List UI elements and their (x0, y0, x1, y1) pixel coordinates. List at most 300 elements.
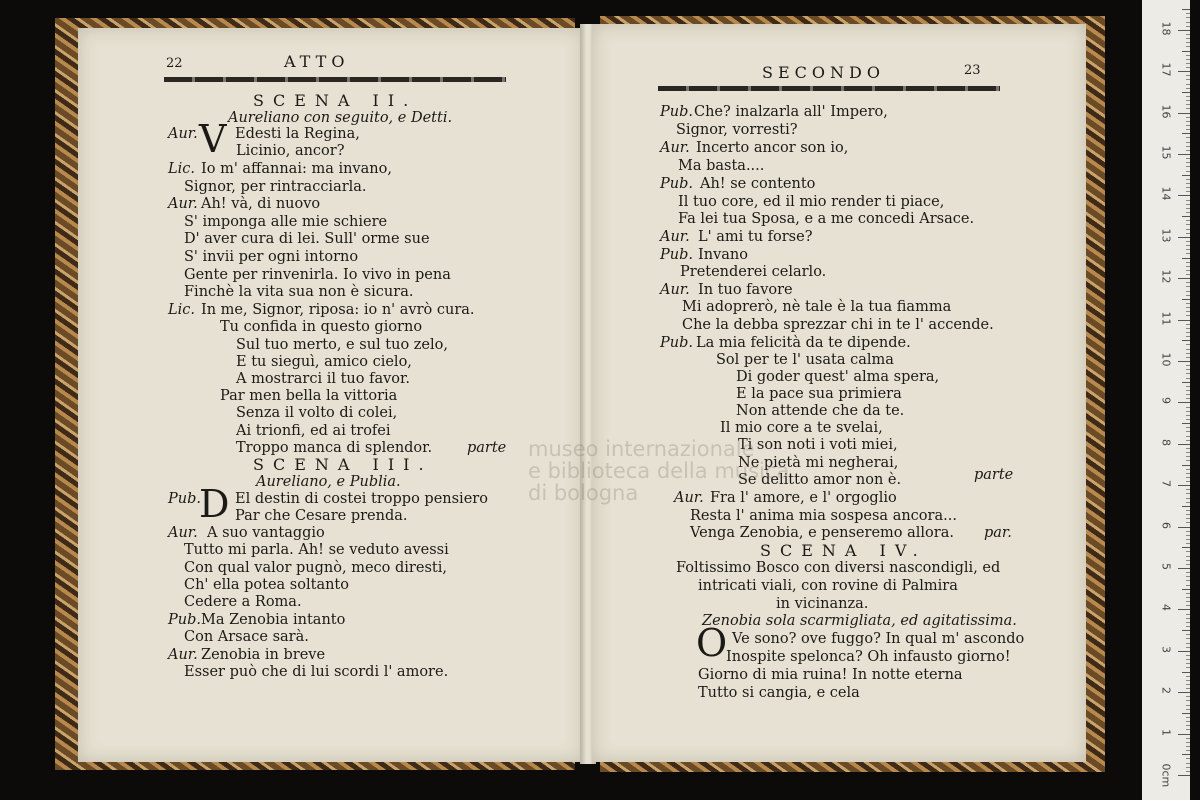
text-line: Tutto si cangia, e cela (698, 685, 860, 701)
text-line: Che la debba sprezzar chi in te l' accende. (682, 317, 994, 333)
text-line: La mia felicità da te dipende. (696, 335, 911, 351)
text-line: Che? inalzarla all' Impero, (694, 104, 888, 120)
ruler-tick (1186, 618, 1190, 619)
text-line: Signor, per rintracciarla. (184, 179, 367, 195)
italic-line: Pub. (660, 176, 693, 192)
ruler-tick (1186, 684, 1190, 685)
text-line: Gente per rinvenirla. Io vivo in pena (184, 267, 451, 283)
text-line: El destin di costei troppo pensiero (235, 491, 488, 507)
ruler-number: 7 (1159, 480, 1173, 488)
left-header-rule (164, 77, 506, 82)
ruler-tick (1186, 55, 1190, 56)
ruler-tick (1186, 266, 1190, 267)
ruler-tick (1186, 179, 1190, 180)
italic-line: Pub. (660, 104, 693, 120)
ruler-tick (1186, 349, 1190, 350)
ruler-tick (1186, 344, 1190, 345)
text-line: Con qual valor pugnò, meco diresti, (184, 560, 447, 576)
ruler-tick (1186, 22, 1190, 23)
ruler-tick (1186, 137, 1190, 138)
ruler-tick (1186, 42, 1190, 43)
text-line: S' invii per ogni intorno (184, 249, 359, 265)
ruler-tick (1186, 204, 1190, 205)
text-line: Giorno di mia ruina! In notte eterna (698, 667, 963, 683)
ruler-tick (1178, 71, 1190, 72)
ruler-tick (1186, 365, 1190, 366)
text-line: Ne pietà mi negherai, (738, 455, 899, 471)
ruler-tick (1186, 117, 1190, 118)
ruler-tick (1186, 63, 1190, 64)
text-line: Fra l' amore, e l' orgoglio (710, 490, 897, 506)
text-line: Ah! và, di nuovo (201, 196, 321, 212)
drop-cap: V (199, 117, 227, 161)
ruler-tick (1186, 477, 1190, 478)
right-running-header: SECONDO (762, 63, 885, 82)
ruler-tick (1186, 626, 1190, 627)
scene-heading: SCENA II. (253, 91, 418, 110)
text-line: Ti son noti i voti miei, (738, 437, 898, 453)
ruler-tick (1186, 746, 1190, 747)
ruler-tick (1186, 729, 1190, 730)
text-line: Troppo manca di splendor. (236, 440, 433, 456)
ruler-number: 11 (1159, 311, 1173, 326)
ruler-tick (1182, 299, 1190, 300)
ruler-tick (1186, 502, 1190, 503)
ruler-tick (1186, 489, 1190, 490)
text-line: Signor, vorresti? (676, 122, 798, 138)
ruler-tick (1186, 390, 1190, 391)
ruler-tick (1186, 725, 1190, 726)
ruler-tick (1186, 245, 1190, 246)
right-header-rule (658, 86, 1000, 91)
ruler-tick (1182, 506, 1190, 507)
text-line: Par men bella la vittoria (220, 388, 398, 404)
ruler-tick (1186, 556, 1190, 557)
ruler-tick (1186, 601, 1190, 602)
ruler-number: 6 (1159, 521, 1173, 529)
text-line: Tutto mi parla. Ah! se veduto avessi (184, 542, 449, 558)
ruler-tick (1186, 295, 1190, 296)
ruler-tick (1178, 609, 1190, 610)
ruler-tick (1186, 171, 1190, 172)
ruler-tick (1186, 456, 1190, 457)
ruler-number: 3 (1159, 645, 1173, 653)
ruler-tick (1186, 369, 1190, 370)
ruler-tick (1178, 402, 1190, 403)
italic-line: parte (974, 467, 1014, 483)
ruler-tick (1182, 133, 1190, 134)
ruler-tick (1178, 734, 1190, 735)
ruler-tick (1186, 13, 1190, 14)
text-line: Non attende che da te. (736, 403, 905, 419)
ruler-tick (1186, 96, 1190, 97)
text-line: Ah! se contento (700, 176, 816, 192)
ruler-tick (1178, 444, 1190, 445)
ruler-tick (1182, 92, 1190, 93)
ruler-tick (1186, 572, 1190, 573)
ruler-tick (1186, 108, 1190, 109)
text-line: Sul tuo merto, e sul tuo zelo, (236, 337, 448, 353)
text-line: S' imponga alle mie schiere (184, 214, 388, 230)
ruler-tick (1186, 307, 1190, 308)
text-line: Esser può che di lui scordi l' amore. (184, 664, 449, 680)
left-page-number: 22 (166, 56, 183, 71)
ruler-tick (1182, 754, 1190, 755)
ruler-tick (1186, 200, 1190, 201)
ruler-tick (1186, 767, 1190, 768)
italic-line: Aureliano con seguito, e Detti. (228, 110, 453, 126)
text-line: E tu sieguì, amico cielo, (236, 354, 412, 370)
ruler-tick (1182, 713, 1190, 714)
text-line: Cedere a Roma. (184, 594, 302, 610)
ruler-tick (1182, 423, 1190, 424)
ruler-tick (1186, 634, 1190, 635)
ruler-tick (1186, 709, 1190, 710)
ruler-tick (1186, 229, 1190, 230)
ruler-tick (1182, 51, 1190, 52)
italic-line: Lic. (168, 302, 195, 318)
ruler-tick (1186, 286, 1190, 287)
ruler-tick (1178, 527, 1190, 528)
ruler-tick (1186, 448, 1190, 449)
ruler-number: 18 (1159, 21, 1173, 36)
italic-line: Aur. (168, 525, 198, 541)
text-line: Tu confida in questo giorno (220, 319, 423, 335)
ruler-tick (1186, 510, 1190, 511)
ruler-tick (1186, 473, 1190, 474)
italic-line: par. (984, 525, 1012, 541)
ruler-number: 10 (1159, 352, 1173, 367)
ruler-tick (1186, 220, 1190, 221)
text-line: Ve sono? ove fuggo? In qual m' ascondo (732, 631, 1025, 647)
ruler-tick (1186, 88, 1190, 89)
ruler-tick (1186, 436, 1190, 437)
text-line: intricati viali, con rovine di Palmira (698, 578, 958, 594)
watermark-line: museo internazionale (528, 437, 755, 461)
measuring-ruler (1142, 0, 1190, 800)
italic-line: Aur. (168, 196, 198, 212)
ruler-tick (1182, 175, 1190, 176)
left-page (78, 28, 584, 762)
ruler-tick (1186, 518, 1190, 519)
ruler-tick (1186, 705, 1190, 706)
ruler-tick (1186, 67, 1190, 68)
ruler-number: 0cm (1159, 763, 1173, 788)
ruler-tick (1182, 630, 1190, 631)
text-line: Ma basta.... (678, 158, 765, 174)
ruler-tick (1186, 183, 1190, 184)
ruler-tick (1186, 324, 1190, 325)
text-line: Pretenderei celarlo. (680, 264, 827, 280)
ruler-tick (1186, 357, 1190, 358)
ruler-tick (1186, 655, 1190, 656)
ruler-tick (1186, 158, 1190, 159)
italic-line: Aur. (660, 140, 690, 156)
text-line: Inospite spelonca? Oh infausto giorno! (726, 649, 1011, 665)
ruler-tick (1186, 771, 1190, 772)
text-line: A suo vantaggio (207, 525, 325, 541)
ruler-tick (1186, 150, 1190, 151)
italic-line: Pub. (660, 247, 693, 263)
ruler-tick (1186, 332, 1190, 333)
ruler-tick (1178, 692, 1190, 693)
ruler-tick (1186, 676, 1190, 677)
ruler-number: 9 (1159, 397, 1173, 405)
ruler-tick (1186, 270, 1190, 271)
ruler-number: 16 (1159, 104, 1173, 119)
ruler-tick (1186, 17, 1190, 18)
ruler-tick (1186, 721, 1190, 722)
ruler-tick (1186, 427, 1190, 428)
ruler-tick (1186, 717, 1190, 718)
ruler-tick (1182, 589, 1190, 590)
italic-line: Aur. (168, 647, 198, 663)
ruler-tick (1182, 258, 1190, 259)
ruler-tick (1186, 166, 1190, 167)
ruler-tick (1186, 241, 1190, 242)
ruler-tick (1178, 195, 1190, 196)
ruler-tick (1186, 643, 1190, 644)
ruler-tick (1178, 113, 1190, 114)
left-running-header: ATTO (284, 52, 350, 71)
ruler-tick (1186, 605, 1190, 606)
ruler-tick (1186, 593, 1190, 594)
text-line: Incerto ancor son io, (696, 140, 849, 156)
ruler-tick (1186, 262, 1190, 263)
ruler-tick (1186, 378, 1190, 379)
text-line: Se delitto amor non è. (738, 472, 902, 488)
ruler-number: 15 (1159, 145, 1173, 160)
ruler-tick (1186, 253, 1190, 254)
watermark-line: e biblioteca della musica (528, 459, 790, 483)
ruler-tick (1186, 121, 1190, 122)
ruler-tick (1186, 291, 1190, 292)
ruler-tick (1186, 79, 1190, 80)
right-page-number: 23 (964, 63, 981, 78)
ruler-tick (1186, 191, 1190, 192)
text-line: Edesti la Regina, (235, 126, 360, 142)
ruler-tick (1186, 564, 1190, 565)
ruler-tick (1186, 353, 1190, 354)
ruler-tick (1186, 386, 1190, 387)
ruler-tick (1186, 551, 1190, 552)
ruler-tick (1182, 216, 1190, 217)
ruler-tick (1186, 597, 1190, 598)
ruler-tick (1186, 763, 1190, 764)
ruler-tick (1186, 647, 1190, 648)
text-line: Sol per te l' usata calma (716, 352, 894, 368)
ruler-tick (1186, 336, 1190, 337)
ruler-tick (1186, 104, 1190, 105)
text-line: Foltissimo Bosco con diversi nascondigli, ed (676, 560, 1001, 576)
italic-line: Aur. (674, 490, 704, 506)
italic-line: Aureliano, e Publia. (256, 474, 401, 490)
ruler-tick (1186, 233, 1190, 234)
ruler-tick (1178, 775, 1190, 776)
ruler-tick (1182, 465, 1190, 466)
ruler-tick (1186, 59, 1190, 60)
text-line: E la pace sua primiera (736, 386, 902, 402)
ruler-tick (1186, 431, 1190, 432)
ruler-tick (1186, 622, 1190, 623)
ruler-tick (1186, 84, 1190, 85)
ruler-tick (1178, 651, 1190, 652)
ruler-tick (1186, 224, 1190, 225)
italic-line: parte (467, 440, 507, 456)
ruler-tick (1186, 187, 1190, 188)
ruler-tick (1186, 311, 1190, 312)
ruler-tick (1186, 535, 1190, 536)
italic-line: Aur. (660, 229, 690, 245)
text-line: In me, Signor, riposa: io n' avrò cura. (201, 302, 475, 318)
ruler-tick (1186, 585, 1190, 586)
ruler-tick (1186, 452, 1190, 453)
ruler-number: 4 (1159, 604, 1173, 612)
ruler-tick (1186, 129, 1190, 130)
text-line: Io m' affannai: ma invano, (201, 161, 392, 177)
ruler-tick (1178, 278, 1190, 279)
text-line: Ma Zenobia intanto (201, 612, 346, 628)
ruler-tick (1186, 498, 1190, 499)
text-line: Il mio core a te svelai, (720, 420, 883, 436)
ruler-tick (1186, 493, 1190, 494)
ruler-tick (1186, 212, 1190, 213)
ruler-tick (1186, 142, 1190, 143)
ruler-tick (1186, 688, 1190, 689)
ruler-tick (1186, 46, 1190, 47)
text-line: Ch' ella potea soltanto (184, 577, 349, 593)
ruler-tick (1178, 485, 1190, 486)
ruler-number: 2 (1159, 687, 1173, 695)
ruler-tick (1186, 398, 1190, 399)
ruler-number: 14 (1159, 186, 1173, 201)
ruler-tick (1186, 659, 1190, 660)
ruler-tick (1186, 162, 1190, 163)
ruler-tick (1186, 373, 1190, 374)
ruler-tick (1186, 750, 1190, 751)
ruler-tick (1186, 696, 1190, 697)
italic-line: Pub. (660, 335, 693, 351)
text-line: Invano (698, 247, 748, 263)
ruler-tick (1186, 415, 1190, 416)
text-line: Senza il volto di colei, (236, 405, 398, 421)
text-line: Finchè la vita sua non è sicura. (184, 284, 414, 300)
text-line: Ai trionfi, ed ai trofei (236, 423, 391, 439)
ruler-tick (1186, 680, 1190, 681)
ruler-tick (1186, 146, 1190, 147)
right-page (592, 24, 1086, 762)
ruler-tick (1186, 742, 1190, 743)
text-line: Fa lei tua Sposa, e a me concedi Arsace. (678, 211, 975, 227)
ruler-tick (1186, 738, 1190, 739)
ruler-tick (1186, 576, 1190, 577)
ruler-tick (1182, 9, 1190, 10)
ruler-tick (1182, 340, 1190, 341)
ruler-tick (1186, 407, 1190, 408)
watermark-line: di bologna (528, 481, 639, 505)
ruler-tick (1186, 667, 1190, 668)
italic-line: Lic. (168, 161, 195, 177)
ruler-tick (1186, 440, 1190, 441)
text-line: Il tuo core, ed il mio render ti piace, (678, 194, 945, 210)
ruler-tick (1186, 274, 1190, 275)
ruler-tick (1186, 100, 1190, 101)
ruler-tick (1186, 125, 1190, 126)
ruler-tick (1182, 547, 1190, 548)
ruler-number: 13 (1159, 228, 1173, 243)
ruler-tick (1186, 580, 1190, 581)
ruler-tick (1186, 481, 1190, 482)
italic-line: Pub. (168, 612, 201, 628)
text-line: L' ami tu forse? (698, 229, 813, 245)
text-line: Resta l' anima mia sospesa ancora... (690, 508, 957, 524)
italic-line: Pub. (168, 491, 201, 507)
ruler-tick (1186, 758, 1190, 759)
text-line: In tuo favore (698, 282, 793, 298)
scene-heading: SCENA IV. (760, 541, 927, 560)
ruler-tick (1186, 38, 1190, 39)
ruler-tick (1186, 208, 1190, 209)
ruler-tick (1178, 237, 1190, 238)
ruler-tick (1186, 663, 1190, 664)
ruler-tick (1178, 320, 1190, 321)
italic-line: Aur. (168, 126, 198, 142)
scene-heading: SCENA III. (253, 455, 433, 474)
ruler-tick (1186, 26, 1190, 27)
ruler-tick (1186, 560, 1190, 561)
ruler-tick (1186, 249, 1190, 250)
ruler-tick (1186, 522, 1190, 523)
ruler-number: 12 (1159, 269, 1173, 284)
ruler-tick (1186, 411, 1190, 412)
text-line: A mostrarci il tuo favor. (236, 371, 410, 387)
text-line: in vicinanza. (776, 596, 869, 612)
text-line: Licinio, ancor? (236, 143, 345, 159)
ruler-number: 1 (1159, 728, 1173, 736)
ruler-tick (1178, 154, 1190, 155)
ruler-number: 5 (1159, 563, 1173, 570)
ruler-tick (1186, 514, 1190, 515)
ruler-tick (1186, 469, 1190, 470)
ruler-tick (1182, 382, 1190, 383)
ruler-tick (1186, 282, 1190, 283)
drop-cap: D (199, 482, 230, 526)
italic-line: Zenobia sola scarmigliata, ed agitatissima. (702, 613, 1017, 629)
ruler-tick (1186, 638, 1190, 639)
text-line: Zenobia in breve (201, 647, 326, 663)
ruler-tick (1178, 30, 1190, 31)
ruler-tick (1182, 672, 1190, 673)
ruler-number: 17 (1159, 62, 1173, 77)
text-line: Par che Cesare prenda. (235, 508, 408, 524)
ruler-tick (1186, 75, 1190, 76)
ruler-tick (1186, 700, 1190, 701)
ruler-tick (1186, 460, 1190, 461)
ruler-tick (1186, 614, 1190, 615)
text-line: Di goder quest' alma spera, (736, 369, 940, 385)
drop-cap: O (696, 621, 728, 665)
ruler-tick (1186, 543, 1190, 544)
ruler-tick (1186, 539, 1190, 540)
ruler-tick (1186, 394, 1190, 395)
ruler-tick (1186, 328, 1190, 329)
ruler-tick (1186, 419, 1190, 420)
text-line: Con Arsace sarà. (184, 629, 309, 645)
ruler-tick (1178, 361, 1190, 362)
ruler-tick (1186, 531, 1190, 532)
ruler-tick (1186, 34, 1190, 35)
ruler-tick (1186, 315, 1190, 316)
